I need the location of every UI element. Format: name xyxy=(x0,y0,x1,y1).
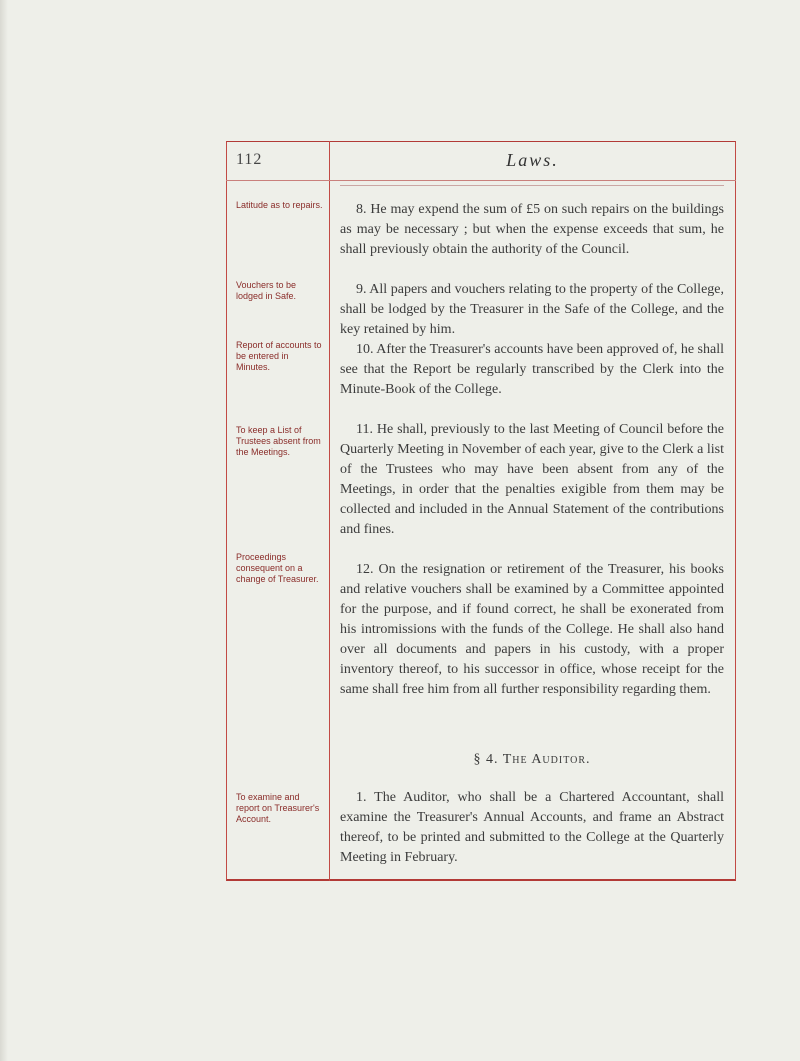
page-edge xyxy=(0,0,8,1061)
body-rule xyxy=(340,185,724,186)
margin-note: Report of accounts to be entered in Minutes. xyxy=(236,340,322,372)
margin-note: Latitude as to repairs. xyxy=(236,200,323,210)
paragraph-text: 11. He shall, previously to the last Meeting of Council before the Quarterly Meeting in November of each year, give to the Clerk a list of the Trustees who may have been absent from any of the Meetings, in order that the penalties exigible from them may be collected and included in the Annual Statement of the contributions and fines. xyxy=(340,422,724,537)
margin-note: To keep a List of Trustees absent from the Meetings. xyxy=(236,425,321,457)
margin-note: To examine and report on Treasurer's Account. xyxy=(236,792,320,824)
section-heading xyxy=(340,752,724,768)
header-rule xyxy=(226,180,736,181)
margin-note: Proceedings consequent on a change of Treasurer. xyxy=(236,552,319,584)
paragraph xyxy=(340,340,724,400)
paragraph-text: 8. He may expend the sum of £5 on such repairs on the buildings as may be necessary ; but when the expense exceeds that sum, he shall previously obtain the authority of the Council. xyxy=(340,202,724,257)
paragraph-text: 12. On the resignation or retirement of the Treasurer, his books and relative vouchers shall be examined by a Committee appointed for the purpose, and if found correct, he shall be exonerated from his intromissions with the funds of the College. He shall also hand over all documents and papers in his custody, with a proper inventory thereof, to his successor in office, whose receipt for the same shall free him from all further responsibility regarding them. xyxy=(340,562,724,697)
paragraph-text: 1. The Auditor, who shall be a Chartered Accountant, shall examine the Treasurer's Annual Accounts, and frame an Abstract thereof, to be printed and submitted to the College at the Quarterly Meeting in February. xyxy=(340,790,724,865)
margin-note: Vouchers to be lodged in Safe. xyxy=(236,280,297,301)
margin-divider xyxy=(329,141,330,881)
paragraph-text: 9. All papers and vouchers relating to the property of the College, shall be lodged by the Treasurer in the Safe of the College, and the key retained by him. xyxy=(340,282,724,337)
paragraph xyxy=(340,280,724,340)
section-heading-text: § 4. The Auditor. xyxy=(473,752,591,767)
paragraph-text: 10. After the Treasurer's accounts have been approved of, he shall see that the Report be regularly transcribed by the Clerk into the Minute-Book of the College. xyxy=(340,342,724,397)
paragraph xyxy=(340,788,724,868)
paragraph xyxy=(340,200,724,260)
page-number: 112 xyxy=(236,151,263,168)
paragraph xyxy=(340,560,724,700)
paragraph xyxy=(340,420,724,540)
running-title: Laws. xyxy=(506,150,559,170)
